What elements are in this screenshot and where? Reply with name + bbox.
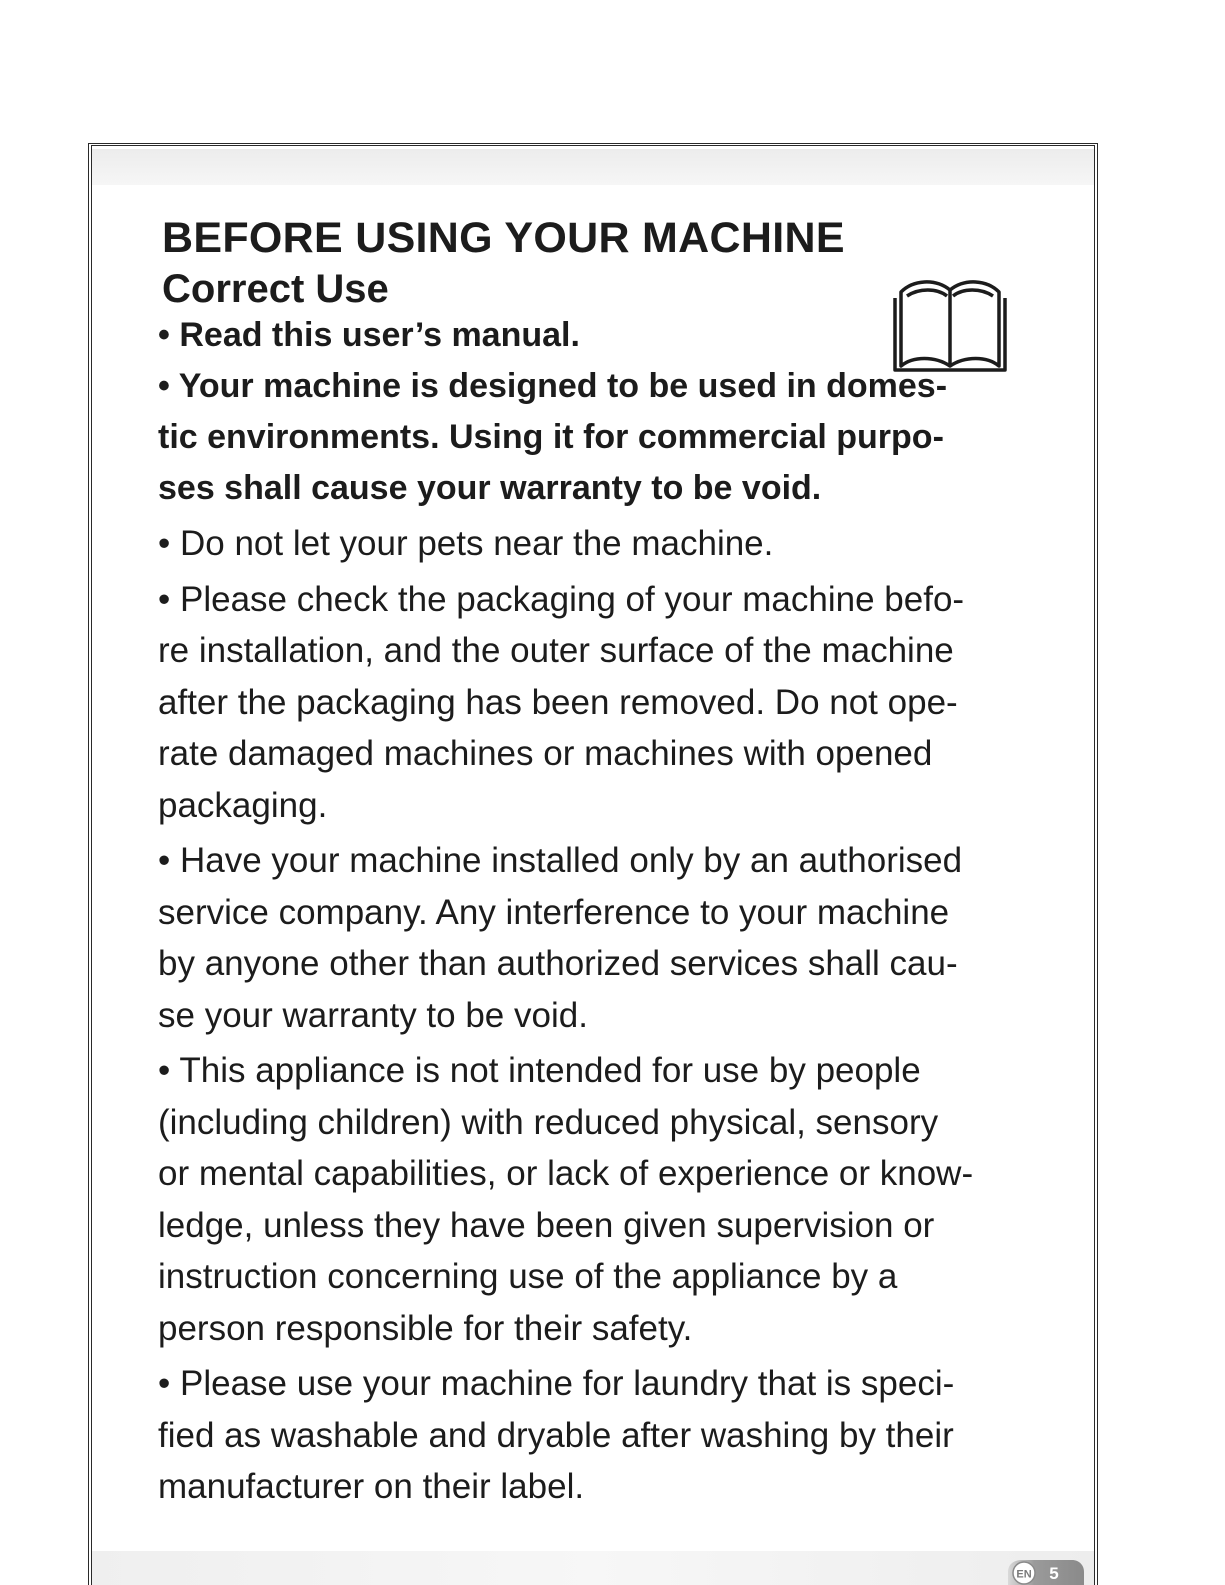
text-line: • Read this user’s manual.	[158, 316, 580, 354]
text-line: • Please check the packaging of your machine befo-	[158, 579, 965, 619]
text-line: service company. Any interference to your machine	[158, 892, 950, 932]
text-line: re installation, and the outer surface of the machine	[158, 631, 954, 670]
text-line: ledge, unless they have been given supervision or	[158, 1205, 935, 1245]
text-line: (including children) with reduced physical, sensory	[158, 1102, 939, 1142]
text-line: ses shall cause your warranty to be void.	[158, 469, 822, 507]
text-line: se your warranty to be void.	[158, 995, 588, 1035]
subsection-heading: Correct Use	[162, 267, 389, 311]
text-line: packaging.	[158, 785, 328, 825]
bullet-supervision	[158, 1045, 1018, 1354]
language-code: EN	[1016, 1568, 1032, 1581]
bullet-laundry	[158, 1358, 1018, 1513]
text-line: after the packaging has been removed. Do not ope-	[158, 682, 958, 722]
bottom-band	[92, 1551, 1094, 1585]
text-line: rate damaged machines or machines with opened	[158, 734, 933, 773]
text-line: fied as washable and dryable after washing by their	[158, 1415, 954, 1455]
section-heading: BEFORE USING YOUR MACHINE	[162, 214, 845, 262]
text-line: • Do not let your pets near the machine.	[158, 524, 774, 563]
page-number-badge	[1006, 1558, 1084, 1585]
text-line: or mental capabilities, or lack of experience or know-	[158, 1154, 974, 1193]
text-line: • Please use your machine for laundry that is speci-	[158, 1364, 955, 1403]
text-line: • This appliance is not intended for use by people	[158, 1051, 921, 1090]
page-number: 5	[1049, 1564, 1059, 1583]
bullet-domestic-use	[158, 361, 1018, 514]
bullet-installation	[158, 835, 1018, 1041]
text-line: instruction concerning use of the appliance by a	[158, 1257, 898, 1296]
top-band	[92, 149, 1094, 185]
text-line: tic environments. Using it for commercial purpo-	[158, 418, 944, 456]
text-line: person responsible for their safety.	[158, 1308, 693, 1348]
manual-content	[158, 310, 1018, 1517]
bullet-packaging	[158, 574, 1018, 832]
text-line: by anyone other than authorized services shall cau-	[158, 944, 958, 983]
text-line: • Have your machine installed only by an authorised	[158, 841, 963, 880]
bullet-pets	[158, 518, 1018, 570]
text-line: manufacturer on their label.	[158, 1467, 585, 1506]
bullet-read-manual	[158, 310, 1018, 361]
text-line: • Your machine is designed to be used in domes-	[158, 367, 948, 405]
